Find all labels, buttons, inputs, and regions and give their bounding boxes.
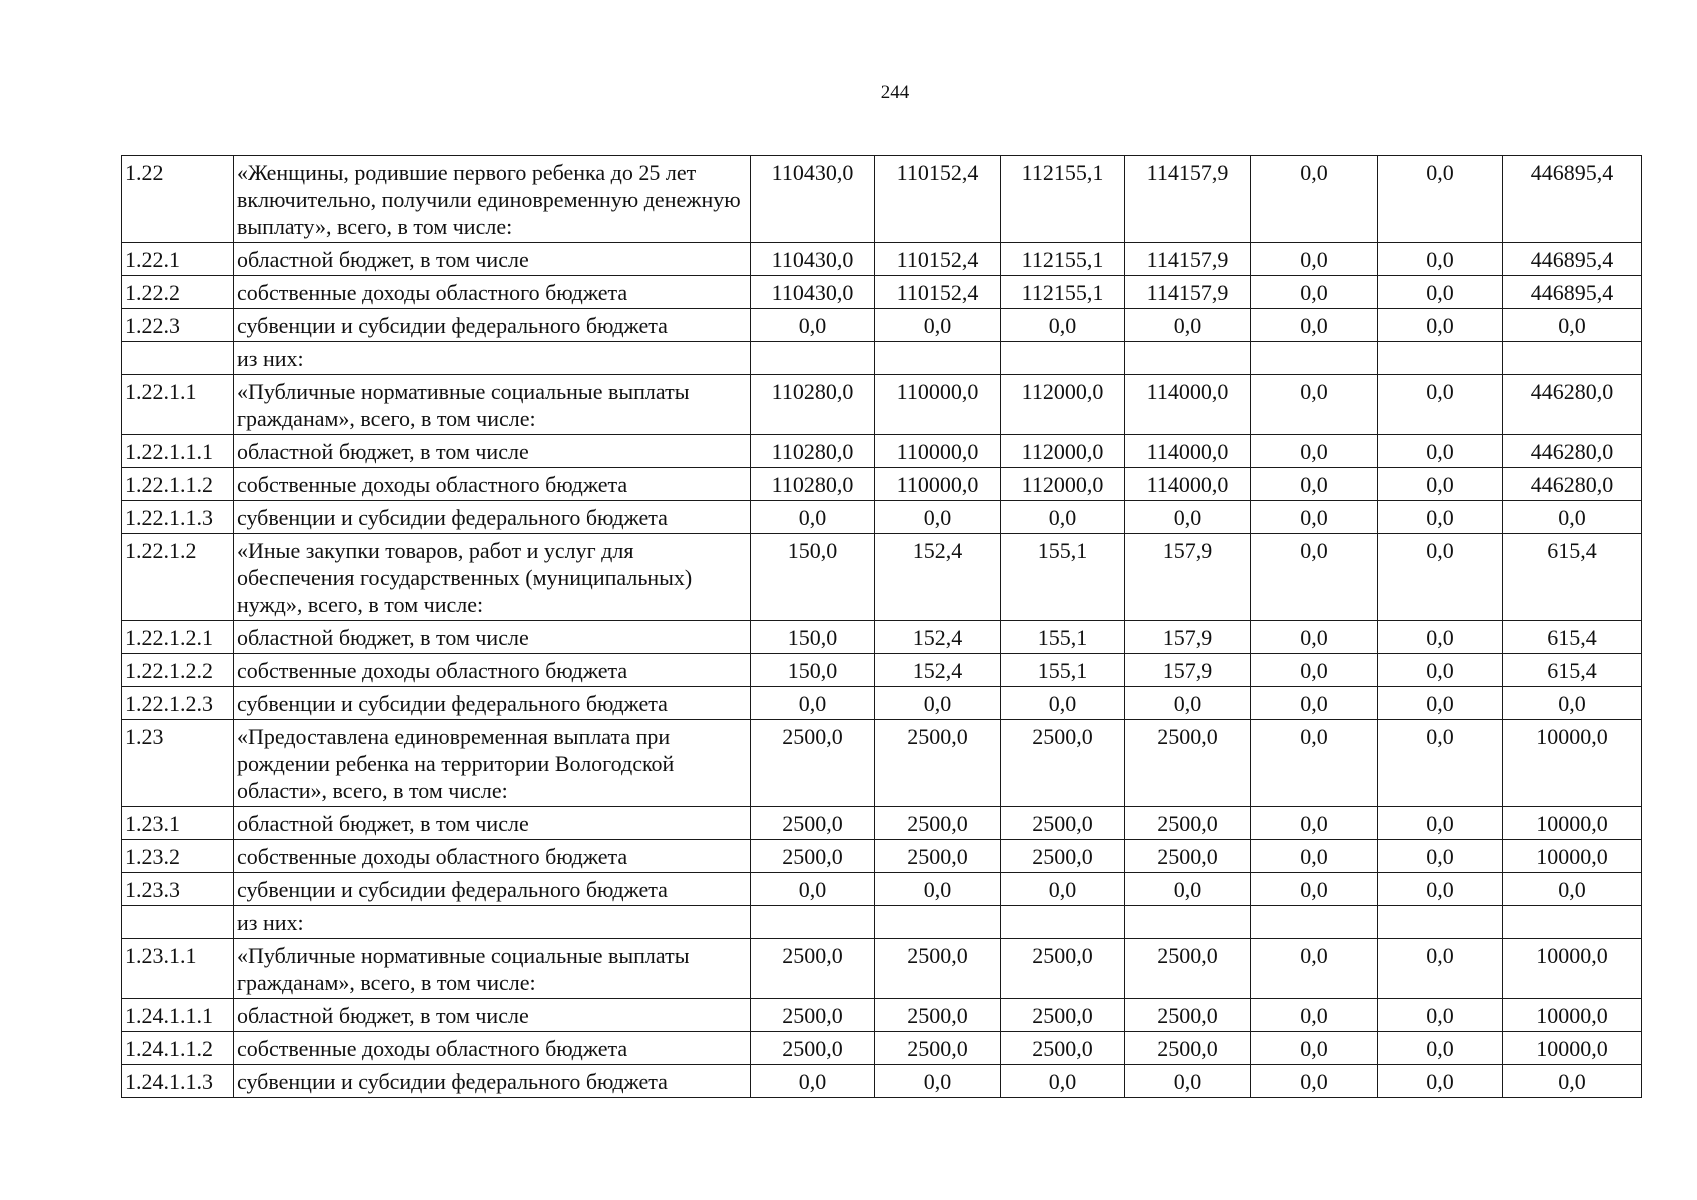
row-value: 0,0 [1251, 435, 1378, 468]
row-value: 0,0 [1251, 309, 1378, 342]
row-name: собственные доходы областного бюджета [234, 276, 751, 309]
row-code: 1.22.1.1.1 [122, 435, 234, 468]
row-total: 0,0 [1503, 501, 1642, 534]
table-row [122, 906, 1642, 939]
row-total: 446280,0 [1503, 375, 1642, 435]
row-value: 0,0 [1251, 1065, 1378, 1098]
row-value: 0,0 [1378, 873, 1503, 906]
row-value: 114157,9 [1125, 276, 1251, 309]
row-value: 0,0 [875, 873, 1001, 906]
row-value: 110152,4 [875, 243, 1001, 276]
row-value: 0,0 [1378, 534, 1503, 621]
budget-table [121, 155, 1642, 1098]
table-row [122, 1065, 1642, 1098]
row-value: 2500,0 [875, 999, 1001, 1032]
table-row [122, 873, 1642, 906]
row-value: 0,0 [1378, 687, 1503, 720]
row-value: 0,0 [1125, 1065, 1251, 1098]
row-value: 0,0 [1251, 1032, 1378, 1065]
row-value [1125, 906, 1251, 939]
row-value: 0,0 [875, 1065, 1001, 1098]
row-value: 150,0 [751, 654, 875, 687]
row-code: 1.22.1 [122, 243, 234, 276]
row-value: 0,0 [1251, 720, 1378, 807]
row-code: 1.23.2 [122, 840, 234, 873]
row-value: 0,0 [1251, 621, 1378, 654]
row-value: 0,0 [1378, 807, 1503, 840]
row-value: 2500,0 [1001, 807, 1125, 840]
row-total: 446895,4 [1503, 156, 1642, 243]
page-number: 244 [880, 82, 910, 103]
row-value: 112155,1 [1001, 243, 1125, 276]
row-total: 0,0 [1503, 309, 1642, 342]
row-value: 114157,9 [1125, 243, 1251, 276]
row-value: 0,0 [1378, 276, 1503, 309]
row-name: собственные доходы областного бюджета [234, 654, 751, 687]
row-total [1503, 342, 1642, 375]
row-value: 110000,0 [875, 375, 1001, 435]
row-value: 2500,0 [751, 999, 875, 1032]
row-value: 0,0 [1125, 309, 1251, 342]
row-value: 0,0 [1378, 1032, 1503, 1065]
row-value: 152,4 [875, 654, 1001, 687]
row-value: 110280,0 [751, 375, 875, 435]
row-name: собственные доходы областного бюджета [234, 468, 751, 501]
row-value: 155,1 [1001, 621, 1125, 654]
row-name: «Женщины, родившие первого ребенка до 25 лет включительно, получили единовременную денежную выплату», всего, в том числе: [234, 156, 751, 243]
row-total: 10000,0 [1503, 720, 1642, 807]
row-name: «Иные закупки товаров, работ и услуг для обеспечения государственных (муниципальных) нужд», всего, в том числе: [234, 534, 751, 621]
row-value: 0,0 [1251, 243, 1378, 276]
row-value: 0,0 [1378, 435, 1503, 468]
row-code: 1.22.1.2.1 [122, 621, 234, 654]
row-value: 114000,0 [1125, 468, 1251, 501]
row-value: 2500,0 [1125, 807, 1251, 840]
row-value: 0,0 [751, 687, 875, 720]
table-row [122, 342, 1642, 375]
row-total: 10000,0 [1503, 999, 1642, 1032]
row-value [1251, 342, 1378, 375]
row-name: областной бюджет, в том числе [234, 435, 751, 468]
row-code: 1.23.1 [122, 807, 234, 840]
row-value: 2500,0 [1001, 720, 1125, 807]
row-code: 1.22.1.2.3 [122, 687, 234, 720]
row-value: 0,0 [875, 309, 1001, 342]
row-value: 0,0 [1378, 309, 1503, 342]
row-value: 150,0 [751, 621, 875, 654]
row-value: 0,0 [1378, 501, 1503, 534]
table-row [122, 534, 1642, 621]
row-value [751, 906, 875, 939]
row-name: субвенции и субсидии федерального бюджета [234, 501, 751, 534]
row-value: 110430,0 [751, 243, 875, 276]
row-value [875, 342, 1001, 375]
row-value: 0,0 [1001, 501, 1125, 534]
row-value: 0,0 [1378, 939, 1503, 999]
row-value: 0,0 [875, 501, 1001, 534]
row-value: 114157,9 [1125, 156, 1251, 243]
row-value: 152,4 [875, 534, 1001, 621]
row-code: 1.22.1.1.3 [122, 501, 234, 534]
row-code [122, 342, 234, 375]
row-value: 110280,0 [751, 468, 875, 501]
row-total: 10000,0 [1503, 807, 1642, 840]
row-name: из них: [234, 342, 751, 375]
row-value: 112155,1 [1001, 276, 1125, 309]
row-value: 0,0 [1378, 654, 1503, 687]
row-value: 2500,0 [751, 840, 875, 873]
row-code: 1.22 [122, 156, 234, 243]
row-value: 2500,0 [751, 939, 875, 999]
row-value: 0,0 [875, 687, 1001, 720]
row-value: 110280,0 [751, 435, 875, 468]
table-row [122, 720, 1642, 807]
row-value: 0,0 [1125, 873, 1251, 906]
table-row [122, 243, 1642, 276]
row-value: 112000,0 [1001, 468, 1125, 501]
row-value [751, 342, 875, 375]
row-value: 2500,0 [1001, 840, 1125, 873]
row-value: 157,9 [1125, 654, 1251, 687]
row-value: 0,0 [1251, 873, 1378, 906]
row-total: 0,0 [1503, 687, 1642, 720]
row-value [1001, 342, 1125, 375]
row-value: 2500,0 [1125, 1032, 1251, 1065]
row-value: 2500,0 [875, 807, 1001, 840]
row-value: 0,0 [1378, 375, 1503, 435]
row-value: 0,0 [1251, 534, 1378, 621]
row-name: «Предоставлена единовременная выплата при рождении ребенка на территории Вологодской области», всего, в том числе: [234, 720, 751, 807]
row-value: 2500,0 [1125, 939, 1251, 999]
table-row [122, 840, 1642, 873]
row-code: 1.24.1.1.1 [122, 999, 234, 1032]
row-value: 0,0 [1001, 309, 1125, 342]
row-name: собственные доходы областного бюджета [234, 1032, 751, 1065]
row-name: субвенции и субсидии федерального бюджета [234, 309, 751, 342]
row-total: 0,0 [1503, 873, 1642, 906]
table-row [122, 621, 1642, 654]
row-value: 0,0 [1001, 687, 1125, 720]
row-code: 1.22.1.1 [122, 375, 234, 435]
row-value: 0,0 [1378, 720, 1503, 807]
row-name: субвенции и субсидии федерального бюджета [234, 873, 751, 906]
row-value: 110430,0 [751, 276, 875, 309]
row-code: 1.24.1.1.3 [122, 1065, 234, 1098]
row-total: 10000,0 [1503, 939, 1642, 999]
table-row [122, 999, 1642, 1032]
row-code: 1.23.3 [122, 873, 234, 906]
table-row [122, 654, 1642, 687]
row-name: собственные доходы областного бюджета [234, 840, 751, 873]
row-code: 1.23 [122, 720, 234, 807]
row-total [1503, 906, 1642, 939]
table-row [122, 687, 1642, 720]
row-value: 2500,0 [875, 840, 1001, 873]
row-code: 1.22.1.2 [122, 534, 234, 621]
table-row [122, 435, 1642, 468]
row-value: 2500,0 [1001, 999, 1125, 1032]
row-value: 150,0 [751, 534, 875, 621]
row-value: 0,0 [1251, 501, 1378, 534]
row-value: 2500,0 [751, 807, 875, 840]
row-value [1125, 342, 1251, 375]
row-code: 1.22.2 [122, 276, 234, 309]
row-value: 155,1 [1001, 654, 1125, 687]
row-value: 112000,0 [1001, 375, 1125, 435]
row-value: 2500,0 [875, 1032, 1001, 1065]
row-value: 0,0 [1251, 807, 1378, 840]
table-row [122, 939, 1642, 999]
row-value: 110000,0 [875, 435, 1001, 468]
row-code [122, 906, 234, 939]
row-name: из них: [234, 906, 751, 939]
row-value: 2500,0 [1001, 939, 1125, 999]
row-value [1378, 342, 1503, 375]
row-name: областной бюджет, в том числе [234, 243, 751, 276]
row-value: 0,0 [1378, 840, 1503, 873]
row-value: 157,9 [1125, 621, 1251, 654]
row-value: 0,0 [751, 873, 875, 906]
row-value: 2500,0 [1125, 840, 1251, 873]
row-value [1251, 906, 1378, 939]
row-value: 0,0 [1378, 621, 1503, 654]
budget-table-body [122, 156, 1642, 1098]
row-value: 2500,0 [875, 720, 1001, 807]
row-value: 112000,0 [1001, 435, 1125, 468]
row-value: 110430,0 [751, 156, 875, 243]
row-value: 110152,4 [875, 276, 1001, 309]
row-value: 0,0 [1378, 243, 1503, 276]
row-value: 0,0 [1251, 687, 1378, 720]
row-value [1001, 906, 1125, 939]
row-total: 615,4 [1503, 621, 1642, 654]
row-total: 10000,0 [1503, 840, 1642, 873]
row-value: 112155,1 [1001, 156, 1125, 243]
row-value: 2500,0 [751, 720, 875, 807]
row-value: 0,0 [1251, 375, 1378, 435]
row-value: 0,0 [1125, 687, 1251, 720]
row-value [1378, 906, 1503, 939]
row-value: 0,0 [1251, 999, 1378, 1032]
row-value: 0,0 [1001, 1065, 1125, 1098]
row-name: областной бюджет, в том числе [234, 621, 751, 654]
row-value: 2500,0 [1125, 999, 1251, 1032]
row-value: 0,0 [1251, 840, 1378, 873]
row-value: 114000,0 [1125, 375, 1251, 435]
row-name: субвенции и субсидии федерального бюджета [234, 687, 751, 720]
row-value: 2500,0 [1125, 720, 1251, 807]
row-value: 0,0 [751, 501, 875, 534]
row-value: 157,9 [1125, 534, 1251, 621]
row-value: 0,0 [1001, 873, 1125, 906]
table-row [122, 309, 1642, 342]
row-value: 2500,0 [875, 939, 1001, 999]
table-row [122, 807, 1642, 840]
row-code: 1.22.1.1.2 [122, 468, 234, 501]
table-row [122, 468, 1642, 501]
row-name: областной бюджет, в том числе [234, 999, 751, 1032]
row-value: 0,0 [751, 1065, 875, 1098]
table-row [122, 276, 1642, 309]
row-value: 0,0 [1251, 156, 1378, 243]
row-total: 446895,4 [1503, 243, 1642, 276]
row-value: 114000,0 [1125, 435, 1251, 468]
table-row [122, 156, 1642, 243]
row-total: 615,4 [1503, 534, 1642, 621]
row-value [875, 906, 1001, 939]
row-value: 0,0 [1378, 1065, 1503, 1098]
row-value: 0,0 [1251, 939, 1378, 999]
row-value: 2500,0 [1001, 1032, 1125, 1065]
row-value: 0,0 [1378, 156, 1503, 243]
row-value: 155,1 [1001, 534, 1125, 621]
row-name: субвенции и субсидии федерального бюджета [234, 1065, 751, 1098]
row-total: 446280,0 [1503, 435, 1642, 468]
row-code: 1.23.1.1 [122, 939, 234, 999]
row-code: 1.24.1.1.2 [122, 1032, 234, 1065]
row-value: 0,0 [1251, 468, 1378, 501]
row-total: 446280,0 [1503, 468, 1642, 501]
row-name: «Публичные нормативные социальные выплаты гражданам», всего, в том числе: [234, 939, 751, 999]
row-value: 0,0 [1251, 654, 1378, 687]
row-total: 615,4 [1503, 654, 1642, 687]
row-value: 152,4 [875, 621, 1001, 654]
row-code: 1.22.1.2.2 [122, 654, 234, 687]
row-value: 0,0 [1378, 999, 1503, 1032]
row-code: 1.22.3 [122, 309, 234, 342]
table-row [122, 1032, 1642, 1065]
row-name: «Публичные нормативные социальные выплаты гражданам», всего, в том числе: [234, 375, 751, 435]
row-value: 0,0 [751, 309, 875, 342]
row-value: 0,0 [1378, 468, 1503, 501]
row-total: 0,0 [1503, 1065, 1642, 1098]
row-value: 0,0 [1125, 501, 1251, 534]
row-total: 10000,0 [1503, 1032, 1642, 1065]
table-row [122, 375, 1642, 435]
row-total: 446895,4 [1503, 276, 1642, 309]
row-value: 2500,0 [751, 1032, 875, 1065]
row-value: 110152,4 [875, 156, 1001, 243]
row-name: областной бюджет, в том числе [234, 807, 751, 840]
row-value: 110000,0 [875, 468, 1001, 501]
row-value: 0,0 [1251, 276, 1378, 309]
table-row [122, 501, 1642, 534]
